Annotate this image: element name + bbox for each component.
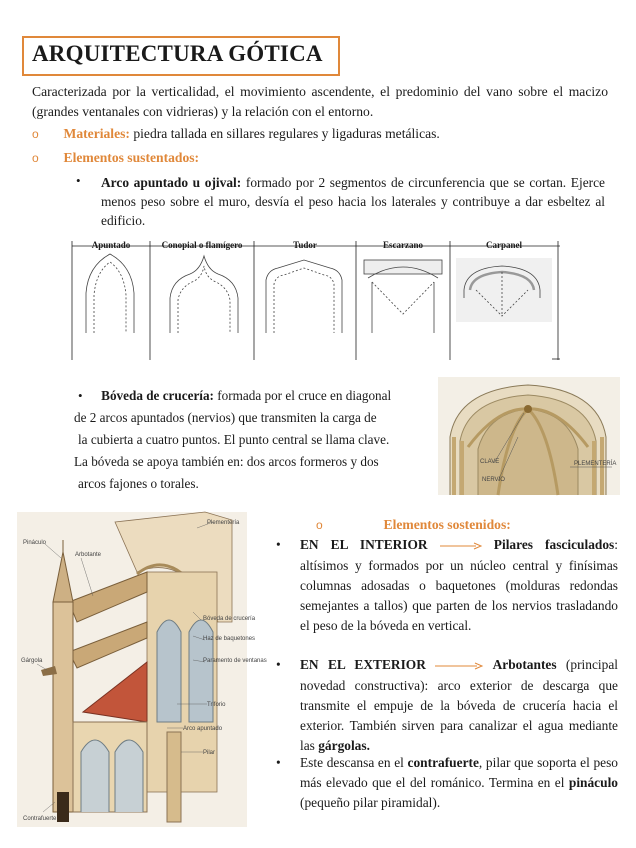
right-arrow-icon bbox=[435, 656, 483, 676]
interior-head: EN EL INTERIOR bbox=[300, 537, 428, 552]
interior-text: altísimos y formados por un núcleo central y finísimas columnas adosadas o baquetones (molduras redondas semejantes a tallos) que parten de los nervios trasladando el peso de la bóveda en vertical. bbox=[300, 557, 618, 633]
arch-type-label: Carpanel bbox=[486, 240, 522, 250]
label-gargola: Gárgola bbox=[21, 658, 43, 664]
boveda-term: Bóveda de crucería: bbox=[101, 388, 214, 403]
arco-term: Arco apuntado u ojival: bbox=[101, 175, 242, 190]
contrafuerte-text: (pequeño pilar piramidal). bbox=[300, 795, 441, 810]
label-arbotante: Arbotante bbox=[75, 552, 102, 558]
bullet-dot: • bbox=[76, 173, 81, 188]
arch-table-drawing bbox=[72, 238, 560, 360]
right-arrow-icon bbox=[440, 536, 482, 556]
tudor-arch-drawing bbox=[266, 260, 342, 333]
contrafuerte-term: contrafuerte bbox=[407, 755, 479, 770]
materiales-item bbox=[32, 124, 440, 144]
intro-paragraph: Caracterizada por la verticalidad, el movimiento ascendente, el predominio del vano sobre el macizo (grandes ventanales con vidrieras) y la relación con el entorno. bbox=[32, 84, 608, 119]
exterior-term: Arbotantes bbox=[492, 657, 557, 672]
bullet-dot: • bbox=[276, 657, 281, 672]
exterior-head: EN EL EXTERIOR bbox=[300, 657, 426, 672]
bullet-dot: • bbox=[78, 388, 83, 403]
cathedral-section-illustration bbox=[17, 512, 267, 827]
label-paramento: Paramento de ventanas bbox=[203, 658, 267, 664]
segmental-arch-drawing bbox=[364, 260, 442, 333]
vault-label-nervio: NERVIO bbox=[482, 477, 505, 483]
label-contrafuerte: Contrafuerte bbox=[23, 816, 57, 822]
circle-bullet-icon: o bbox=[32, 151, 39, 165]
arch-type-label: Conopial o flamígero bbox=[161, 240, 243, 250]
ogee-arch-drawing bbox=[170, 256, 238, 333]
vault-label-plementeria: PLEMENTERÍA bbox=[574, 461, 617, 467]
contrafuerte-text: , pilar que soporta el peso más elevado que el del románico. Termina en el bbox=[300, 755, 618, 790]
interior-item bbox=[276, 535, 618, 636]
boveda-line: arcos fajones o torales. bbox=[78, 476, 199, 491]
circle-bullet-icon: o bbox=[316, 518, 323, 532]
vault-label-clave: CLAVE bbox=[480, 459, 500, 465]
arco-paragraph bbox=[101, 173, 605, 230]
arch-types-table bbox=[72, 238, 560, 360]
arco-text: formado por 2 segmentos de circunferencia que se cortan. Ejerce menos peso sobre el muro, desvía el peso hacia los laterales y contribuye a dar esbeltez al edificio. bbox=[101, 175, 605, 228]
basket-arch-drawing bbox=[456, 258, 552, 322]
sostenidos-item bbox=[316, 515, 511, 535]
sustentados-item bbox=[32, 148, 199, 168]
exterior-text: (principal novedad constructiva): arco exterior de descarga que transmite el empuje de la bóveda de crucería hacia el exterior. También sirven para canalizar el agua mediante las bbox=[300, 657, 618, 753]
interior-term: Pilares fasciculados bbox=[493, 537, 615, 552]
page-title: ARQUITECTURA GÓTICA bbox=[32, 41, 323, 66]
boveda-line: La bóveda se apoya también en: dos arcos formeros y dos bbox=[74, 454, 379, 469]
boveda-line: de 2 arcos apuntados (nervios) que transmiten la carga de bbox=[74, 410, 377, 425]
exterior-item bbox=[276, 655, 618, 756]
materiales-text: piedra tallada en sillares regulares y ligaduras metálicas. bbox=[129, 126, 440, 141]
contrafuerte-text: Este descansa en el bbox=[300, 755, 408, 770]
sostenidos-label: Elementos sostenidos: bbox=[383, 517, 511, 532]
boveda-line: formada por el cruce en diagonal bbox=[213, 388, 392, 403]
pinaculo-term: pináculo bbox=[568, 775, 618, 790]
label-boveda: Bóveda de crucería bbox=[203, 616, 256, 622]
contrafuerte-item bbox=[276, 753, 618, 813]
boveda-line: la cubierta a cuatro puntos. El punto central se llama clave. bbox=[78, 432, 390, 447]
interior-colon: : bbox=[614, 537, 618, 552]
arch-type-label: Escarzano bbox=[383, 240, 423, 250]
label-triforio: Triforio bbox=[207, 702, 226, 708]
ribbed-vault-illustration bbox=[438, 377, 620, 495]
label-arco-apuntado: Arco apuntado bbox=[183, 726, 223, 732]
sustentados-label: Elementos sustentados: bbox=[63, 150, 200, 165]
bullet-dot: • bbox=[276, 537, 281, 552]
label-pinaculo: Pináculo bbox=[23, 540, 47, 546]
gargolas-term: gárgolas. bbox=[318, 737, 370, 753]
circle-bullet-icon: o bbox=[32, 127, 39, 141]
bullet-dot: • bbox=[276, 755, 281, 770]
label-plementeria: Plementería bbox=[207, 520, 240, 526]
boveda-paragraph bbox=[74, 385, 424, 495]
label-haz: Haz de baquetones bbox=[203, 636, 256, 642]
label-pilar: Pilar bbox=[203, 750, 216, 756]
pointed-arch-drawing bbox=[86, 254, 134, 333]
materiales-label: Materiales: bbox=[63, 126, 130, 141]
arch-type-label: Apuntado bbox=[91, 240, 131, 250]
arch-type-label: Tudor bbox=[293, 240, 317, 250]
